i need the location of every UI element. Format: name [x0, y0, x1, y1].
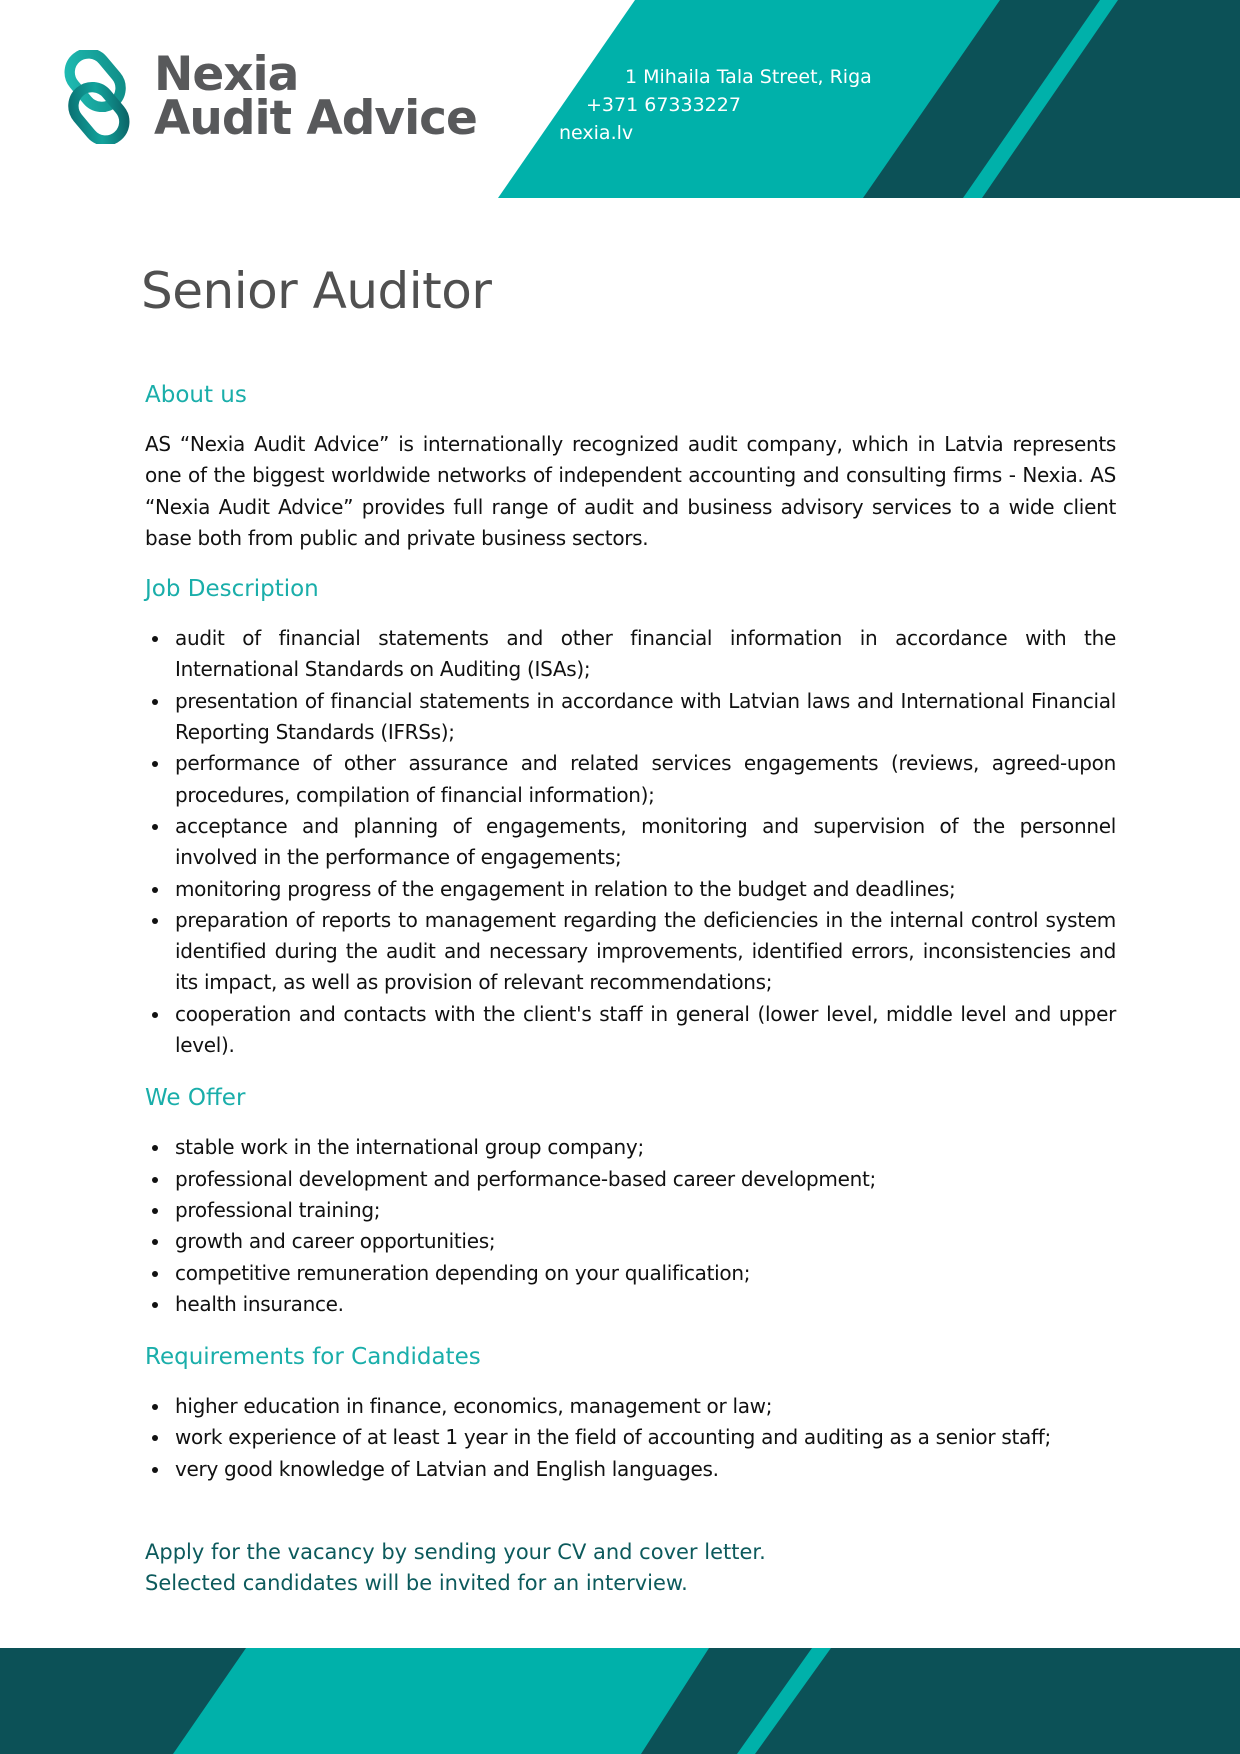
list-item	[145, 1454, 1116, 1485]
list-item	[145, 1391, 1116, 1422]
requirements-heading: Requirements for Candidates	[145, 1344, 481, 1371]
contact-address: 1 Mihaila Tala Street, Riga	[625, 66, 872, 88]
list-item	[145, 748, 1116, 811]
footer-banner	[0, 1648, 1240, 1754]
company-logo	[50, 47, 477, 146]
list-item-text: work experience of at least 1 year in the field of accounting and auditing as a senior staff;	[175, 1425, 1051, 1450]
list-item	[145, 905, 1116, 999]
list-item-text: health insurance.	[175, 1291, 344, 1316]
list-item	[145, 686, 1116, 749]
bullet-icon	[152, 1435, 158, 1441]
logo-text-line1: Nexia	[154, 47, 299, 102]
nexia-logo-icon	[50, 50, 144, 144]
list-item-text: performance of other assurance and related services engagements (reviews, agreed-upon procedures, compilation of financial information);	[175, 751, 1116, 807]
bullet-icon	[152, 824, 158, 830]
bullet-icon	[152, 636, 158, 642]
list-item-text: audit of financial statements and other financial information in accordance with the International Standards on Auditing (ISAs);	[175, 626, 1116, 682]
list-item	[145, 1258, 1116, 1289]
we-offer-heading: We Offer	[145, 1085, 246, 1112]
list-item	[145, 1289, 1116, 1320]
we-offer-list	[145, 1132, 1116, 1320]
apply-line-2: Selected candidates will be invited for an interview.	[145, 1571, 688, 1596]
bullet-icon	[152, 1145, 158, 1151]
list-item-text: cooperation and contacts with the client's staff in general (lower level, middle level and upper level).	[175, 1001, 1116, 1058]
list-item	[145, 1195, 1116, 1226]
list-item-text: acceptance and planning of engagements, monitoring and supervision of the personnel involved in the performance of engagements;	[175, 813, 1116, 870]
bullet-icon	[152, 761, 158, 767]
bullet-icon	[152, 1012, 158, 1018]
list-item	[145, 1164, 1116, 1195]
bullet-icon	[152, 699, 158, 705]
requirements-list	[145, 1391, 1116, 1485]
list-item-text: presentation of financial statements in accordance with Latvian laws and International Financial Reporting Standards (IFRSs);	[175, 688, 1116, 745]
bullet-icon	[152, 887, 158, 893]
job-posting-content	[145, 378, 1116, 1599]
bullet-icon	[152, 1467, 158, 1473]
bullet-icon	[152, 1271, 158, 1277]
page-title: Senior Auditor	[141, 262, 492, 320]
footer-teal-band	[173, 1648, 709, 1754]
logo-wordmark	[154, 47, 477, 146]
list-item-text: professional development and performance-based career development;	[175, 1166, 876, 1191]
list-item	[145, 623, 1116, 686]
job-description-list	[145, 623, 1116, 1061]
list-item-text: higher education in finance, economics, management or law;	[175, 1394, 773, 1419]
bullet-icon	[152, 1177, 158, 1183]
list-item	[145, 1422, 1116, 1453]
bullet-icon	[152, 1404, 158, 1410]
about-heading: About us	[145, 382, 247, 408]
list-item-text: competitive remuneration depending on your qualification;	[175, 1260, 751, 1285]
list-item-text: very good knowledge of Latvian and English languages.	[175, 1456, 719, 1481]
bullet-icon	[152, 1302, 158, 1308]
bullet-icon	[152, 918, 158, 924]
list-item-text: growth and career opportunities;	[175, 1229, 496, 1254]
list-item-text: preparation of reports to management regarding the deficiencies in the internal control system identified during the audit and necessary improvements, identified errors, inconsistencies and its impact, as well as provision of relevant recommendations;	[175, 907, 1116, 995]
logo-text-line2: Audit Advice	[154, 91, 477, 146]
bullet-icon	[152, 1208, 158, 1214]
list-item-text: professional training;	[175, 1197, 381, 1222]
list-item	[145, 874, 1116, 905]
contact-website-link[interactable]: nexia.lv	[559, 122, 634, 144]
list-item	[145, 811, 1116, 874]
apply-instructions	[145, 1537, 1116, 1599]
list-item-text: stable work in the international group company;	[175, 1135, 644, 1160]
about-text: AS “Nexia Audit Advice” is internationally recognized audit company, which in Latvia represents one of the biggest worldwide networks of independent accounting and consulting firms - Nexia. AS “Nexia Audit Advice” provides full range of audit and business advisory services to a wide client base both from public and private business sectors.	[145, 432, 1116, 550]
apply-line-1: Apply for the vacancy by sending your CV and cover letter.	[145, 1540, 766, 1565]
job-description-heading: Job Description	[145, 576, 319, 603]
bullet-icon	[152, 1239, 158, 1245]
list-item-text: monitoring progress of the engagement in relation to the budget and deadlines;	[175, 876, 956, 901]
list-item	[145, 999, 1116, 1062]
list-item	[145, 1132, 1116, 1163]
list-item	[145, 1226, 1116, 1257]
contact-phone[interactable]: +371 67333227	[586, 94, 741, 116]
